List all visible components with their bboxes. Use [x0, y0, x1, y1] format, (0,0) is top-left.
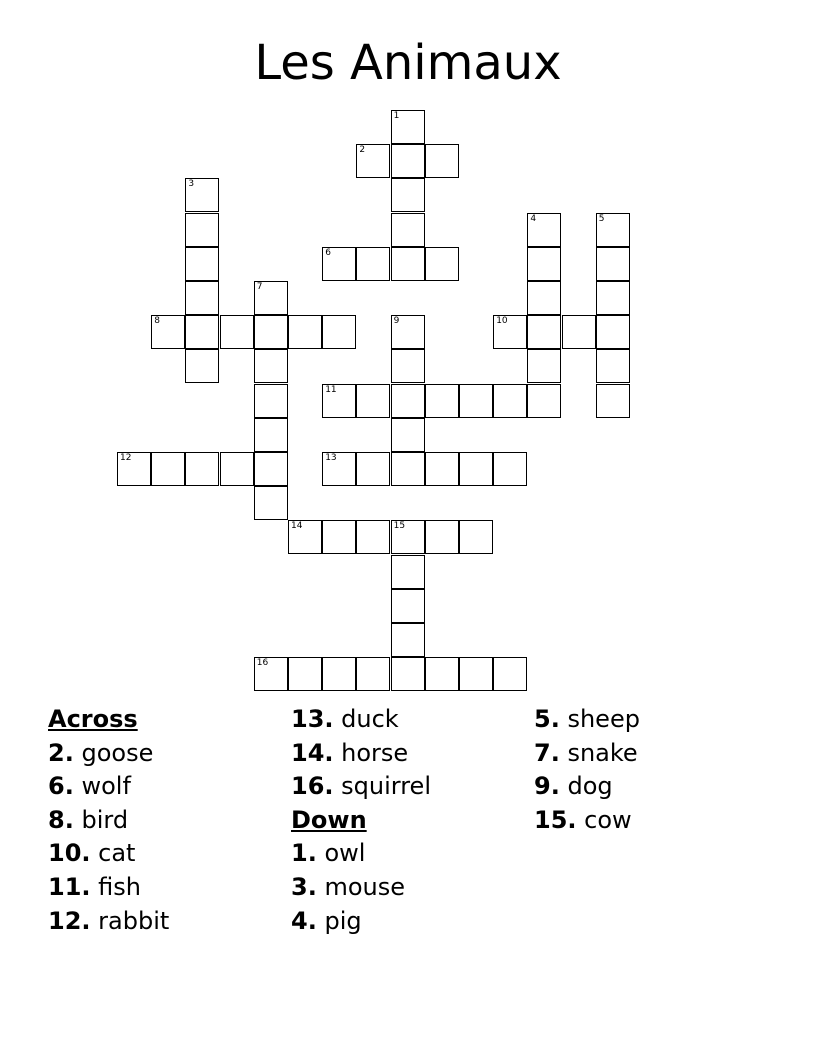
- grid-cell[interactable]: [391, 178, 425, 212]
- grid-cell[interactable]: [288, 315, 322, 349]
- grid-cell[interactable]: [459, 520, 493, 554]
- grid-cell[interactable]: [493, 315, 527, 349]
- grid-cell[interactable]: [254, 315, 288, 349]
- grid-cell[interactable]: [391, 623, 425, 657]
- grid-cell[interactable]: [254, 486, 288, 520]
- grid-cell[interactable]: [391, 384, 425, 418]
- cell-number: 13: [325, 453, 337, 463]
- clue-item: [48, 905, 169, 939]
- cell-number: 6: [325, 247, 331, 258]
- grid-cell[interactable]: [459, 452, 493, 486]
- cell-number: 8: [154, 316, 160, 327]
- grid-cell[interactable]: [391, 144, 425, 178]
- clue-item: [534, 703, 640, 737]
- clue-item: [534, 770, 640, 804]
- grid-cell[interactable]: [391, 520, 425, 554]
- clue-item: [534, 804, 640, 838]
- grid-cell[interactable]: [254, 418, 288, 452]
- clue-column-1: [48, 703, 169, 938]
- grid-cell[interactable]: [151, 452, 185, 486]
- grid-cell[interactable]: [322, 247, 356, 281]
- clue-text: bird: [81, 805, 129, 834]
- grid-cell[interactable]: [356, 520, 390, 554]
- grid-cell[interactable]: [185, 349, 219, 383]
- clue-text: goose: [81, 738, 154, 767]
- grid-cell[interactable]: [322, 315, 356, 349]
- grid-cell[interactable]: [254, 657, 288, 691]
- clue-number: 10.: [48, 839, 91, 868]
- clue-item: [291, 703, 431, 737]
- grid-cell[interactable]: [356, 144, 390, 178]
- clue-text: dog: [567, 772, 613, 801]
- cell-number: 2: [359, 145, 366, 156]
- grid-cell[interactable]: [425, 452, 459, 486]
- grid-cell[interactable]: [322, 657, 356, 691]
- clue-number: 4.: [291, 906, 317, 935]
- clue-heading: [291, 804, 431, 838]
- grid-cell[interactable]: [425, 247, 459, 281]
- clue-number: 16.: [291, 772, 334, 801]
- clue-number: 1.: [291, 839, 317, 868]
- clue-item: [48, 837, 169, 871]
- clue-column-3: [534, 703, 640, 837]
- grid-cell[interactable]: [391, 315, 425, 349]
- clue-item: [534, 737, 640, 771]
- grid-cell[interactable]: [391, 213, 425, 247]
- grid-cell[interactable]: [459, 384, 493, 418]
- grid-cell[interactable]: [527, 213, 561, 247]
- grid-cell[interactable]: [562, 315, 596, 349]
- grid-cell[interactable]: [185, 452, 219, 486]
- grid-cell[interactable]: [356, 452, 390, 486]
- clue-text: duck: [341, 705, 399, 733]
- clue-text: squirrel: [341, 772, 431, 801]
- grid-cell[interactable]: [254, 452, 288, 486]
- grid-cell[interactable]: [391, 110, 425, 144]
- grid-cell[interactable]: [391, 555, 425, 589]
- grid-cell[interactable]: [288, 520, 322, 554]
- grid-cell[interactable]: [322, 520, 356, 554]
- clue-heading-text: Down: [291, 805, 367, 834]
- clue-text: cat: [98, 839, 136, 868]
- cell-number: 10: [496, 316, 508, 327]
- grid-cell[interactable]: [425, 657, 459, 691]
- grid-cell[interactable]: [254, 384, 288, 418]
- grid-cell[interactable]: [391, 418, 425, 452]
- clue-number: 8.: [48, 805, 74, 834]
- cell-number: 4: [530, 213, 537, 224]
- puzzle-title: Les Animaux: [254, 35, 562, 91]
- clue-item: [291, 905, 431, 939]
- grid-cell[interactable]: [356, 247, 390, 281]
- cell-number: 1: [393, 111, 400, 121]
- cell-number: 11: [325, 384, 337, 395]
- grid-cell[interactable]: [493, 452, 527, 486]
- grid-cell[interactable]: [151, 315, 185, 349]
- clue-number: 7.: [534, 738, 560, 767]
- clue-number: 9.: [534, 772, 560, 801]
- clue-number: 6.: [48, 772, 74, 801]
- clue-text: horse: [341, 738, 409, 767]
- grid-cell[interactable]: [185, 281, 219, 315]
- grid-cell[interactable]: [220, 315, 254, 349]
- cell-number: 14: [291, 521, 303, 532]
- clue-text: sheep: [567, 705, 640, 733]
- grid-cell[interactable]: [493, 384, 527, 418]
- clue-text: owl: [324, 839, 366, 868]
- clue-number: 11.: [48, 872, 91, 901]
- clue-text: snake: [567, 738, 638, 767]
- clue-item: [291, 737, 431, 771]
- clue-text: pig: [324, 906, 362, 935]
- grid-cell[interactable]: [254, 281, 288, 315]
- grid-cell[interactable]: [356, 384, 390, 418]
- grid-cell[interactable]: [391, 657, 425, 691]
- grid-cell[interactable]: [254, 349, 288, 383]
- grid-cell[interactable]: [322, 452, 356, 486]
- grid-cell[interactable]: [117, 452, 151, 486]
- clue-text: fish: [98, 872, 141, 901]
- grid-cell[interactable]: [185, 315, 219, 349]
- clue-item: [48, 804, 169, 838]
- grid-cell[interactable]: [527, 315, 561, 349]
- grid-cell[interactable]: [596, 384, 630, 418]
- cell-number: 5: [598, 213, 605, 224]
- grid-cell[interactable]: [527, 384, 561, 418]
- clue-number: 3.: [291, 872, 317, 901]
- cell-number: 16: [256, 658, 269, 669]
- clue-number: 2.: [48, 738, 74, 767]
- clue-item: [291, 770, 431, 804]
- grid-cell[interactable]: [596, 247, 630, 281]
- grid-cell[interactable]: [527, 281, 561, 315]
- clue-text: mouse: [324, 872, 406, 901]
- clue-text: rabbit: [98, 906, 170, 935]
- clue-number: 5.: [534, 705, 560, 733]
- grid-cell[interactable]: [185, 247, 219, 281]
- clue-number: 13.: [291, 705, 334, 733]
- grid-cell[interactable]: [391, 349, 425, 383]
- cell-number: 12: [120, 453, 132, 463]
- grid-cell[interactable]: [596, 213, 630, 247]
- grid-cell[interactable]: [185, 213, 219, 247]
- clue-text: cow: [584, 805, 632, 834]
- grid-cell[interactable]: [391, 247, 425, 281]
- grid-cell[interactable]: [185, 178, 219, 212]
- clue-number: 15.: [534, 805, 577, 834]
- grid-cell[interactable]: [596, 281, 630, 315]
- clue-item: [48, 770, 169, 804]
- grid-cell[interactable]: [527, 349, 561, 383]
- grid-cell[interactable]: [459, 657, 493, 691]
- clue-heading-text: Across: [48, 705, 138, 733]
- grid-cell[interactable]: [425, 384, 459, 418]
- grid-cell[interactable]: [220, 452, 254, 486]
- clue-number: 14.: [291, 738, 334, 767]
- clue-column-2: [291, 703, 431, 938]
- clue-item: [291, 871, 431, 905]
- cell-number: 15: [393, 521, 406, 532]
- grid-cell[interactable]: [356, 657, 390, 691]
- clue-number: 12.: [48, 906, 91, 935]
- grid-cell[interactable]: [493, 657, 527, 691]
- grid-cell[interactable]: [527, 247, 561, 281]
- clue-heading: [48, 703, 169, 737]
- clue-text: wolf: [81, 772, 131, 801]
- grid-cell[interactable]: [425, 144, 459, 178]
- grid-cell[interactable]: [596, 315, 630, 349]
- clue-item: [48, 737, 169, 771]
- grid-cell[interactable]: [322, 384, 356, 418]
- cell-number: 9: [393, 316, 400, 327]
- grid-cell[interactable]: [391, 452, 425, 486]
- grid-cell[interactable]: [391, 589, 425, 623]
- cell-number: 3: [188, 179, 195, 190]
- grid-cell[interactable]: [425, 520, 459, 554]
- grid-cell[interactable]: [288, 657, 322, 691]
- cell-number: 7: [256, 282, 263, 292]
- grid-cell[interactable]: [596, 349, 630, 383]
- clue-item: [48, 871, 169, 905]
- clue-item: [291, 837, 431, 871]
